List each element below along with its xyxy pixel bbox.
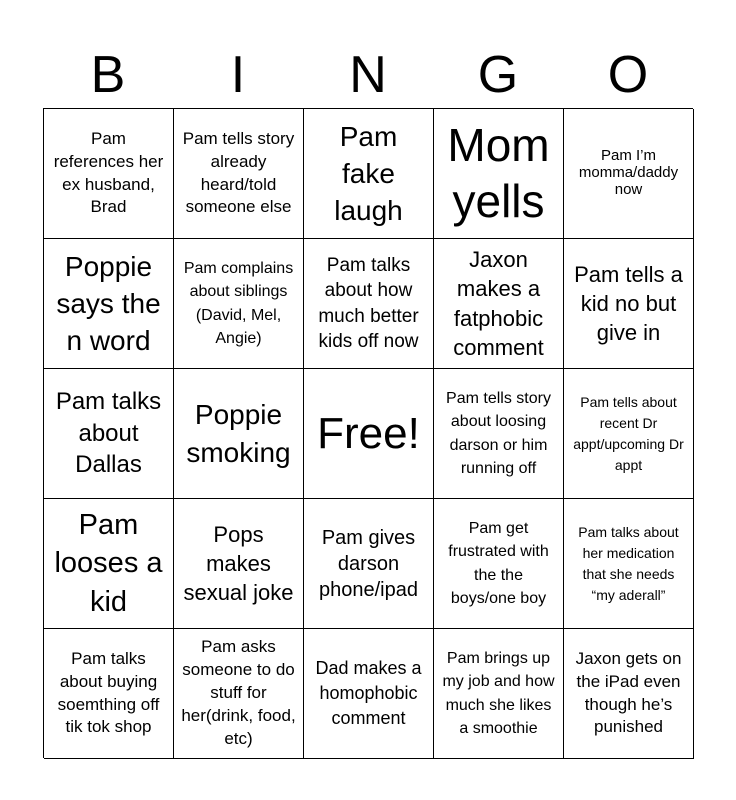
bingo-cell-r1c5[interactable]: Pam I’m momma/daddy now (564, 109, 694, 239)
bingo-cell-r3c2[interactable]: Poppie smoking (174, 369, 304, 499)
bingo-cell-r4c4[interactable]: Pam get frustrated with the the boys/one boy (434, 499, 564, 629)
bingo-cell-r4c5[interactable]: Pam talks about her medication that she needs “my aderall” (564, 499, 694, 629)
bingo-cell-r3c1[interactable]: Pam talks about Dallas (44, 369, 174, 499)
bingo-cell-r4c1[interactable]: Pam looses a kid (44, 499, 174, 629)
bingo-cell-r2c5[interactable]: Pam tells a kid no but give in (564, 239, 694, 369)
header-letter-g: G (477, 46, 519, 104)
bingo-cell-r1c4[interactable]: Mom yells (434, 109, 564, 239)
bingo-cell-r5c2[interactable]: Pam asks someone to do stuff for her(drink, food, etc) (174, 629, 304, 759)
bingo-cell-r2c2[interactable]: Pam complains about siblings (David, Mel, Angie) (174, 239, 304, 369)
bingo-cell-r3c4[interactable]: Pam tells story about loosing darson or him running off (434, 369, 564, 499)
bingo-cell-r1c1[interactable]: Pam references her ex husband, Brad (44, 109, 174, 239)
bingo-cell-r1c2[interactable]: Pam tells story already heard/told someone else (174, 109, 304, 239)
bingo-cell-free[interactable]: Free! (304, 369, 434, 499)
bingo-header (43, 42, 693, 108)
bingo-cell-r5c5[interactable]: Jaxon gets on the iPad even though he’s punished (564, 629, 694, 759)
bingo-cell-r2c1[interactable]: Poppie says the n word (44, 239, 174, 369)
bingo-cell-r5c3[interactable]: Dad makes a homophobic comment (304, 629, 434, 759)
bingo-cell-r4c3[interactable]: Pam gives darson phone/ipad (304, 499, 434, 629)
header-letter-i: I (230, 46, 246, 104)
bingo-cell-r5c1[interactable]: Pam talks about buying soemthing off tik tok shop (44, 629, 174, 759)
bingo-board (43, 108, 693, 758)
bingo-cell-r2c4[interactable]: Jaxon makes a fatphobic comment (434, 239, 564, 369)
bingo-cell-r1c3[interactable]: Pam fake laugh (304, 109, 434, 239)
header-letter-o: O (607, 46, 649, 104)
bingo-cell-r5c4[interactable]: Pam brings up my job and how much she likes a smoothie (434, 629, 564, 759)
bingo-cell-r4c2[interactable]: Pops makes sexual joke (174, 499, 304, 629)
bingo-cell-r2c3[interactable]: Pam talks about how much better kids off now (304, 239, 434, 369)
header-letter-b: B (90, 46, 126, 104)
header-letter-n: N (349, 46, 387, 104)
bingo-cell-r3c5[interactable]: Pam tells about recent Dr appt/upcoming Dr appt (564, 369, 694, 499)
